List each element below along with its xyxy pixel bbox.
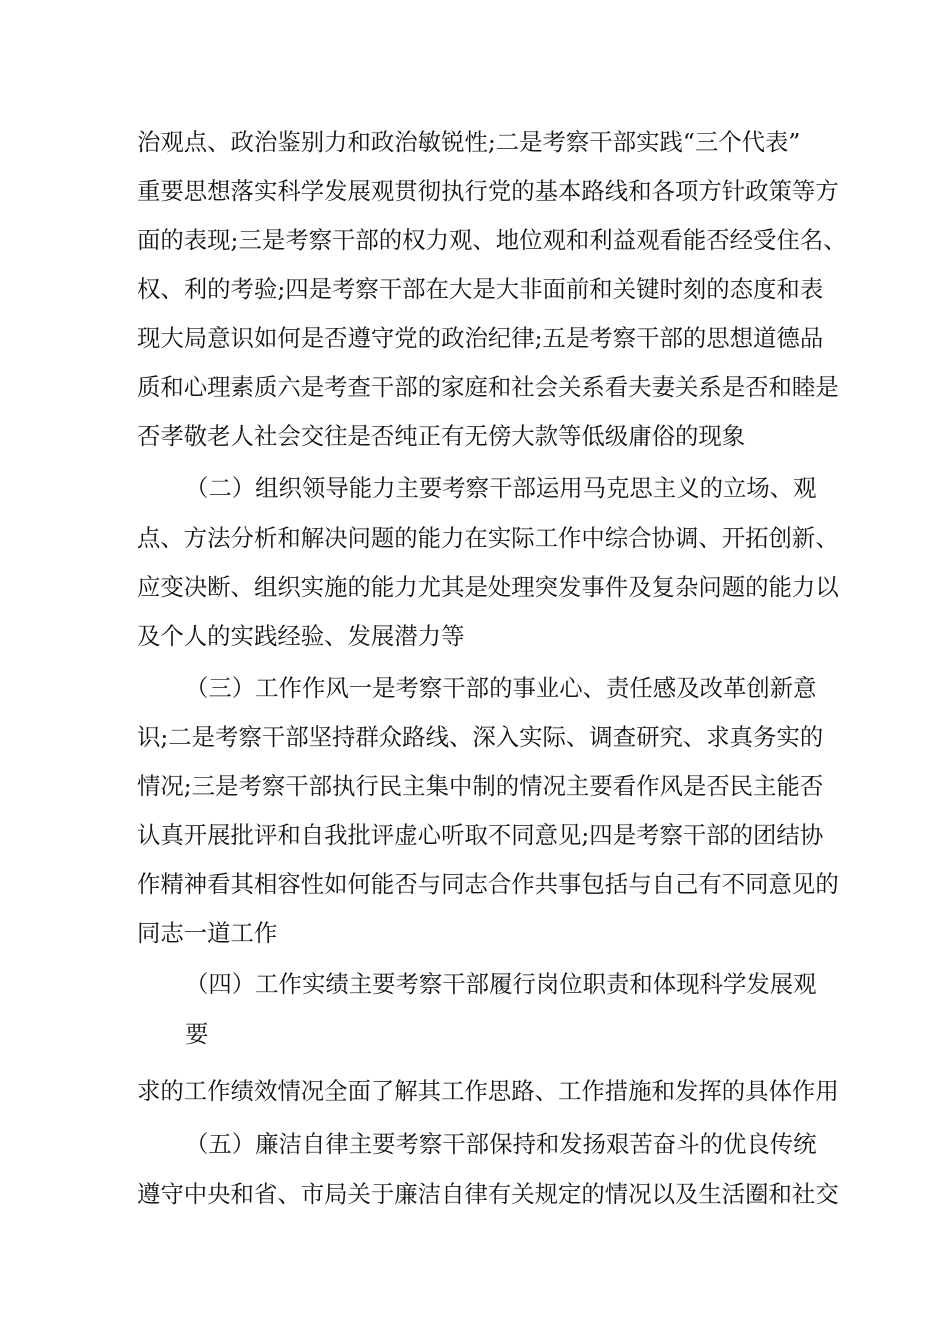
text-line: 求的工作绩效情况全面了解其工作思路、工作措施和发挥的具体作用 (137, 1077, 839, 1105)
text-line: 情况;三是考察干部执行民主集中制的情况主要看作风是否民主能否 (137, 772, 824, 800)
text-line: 否孝敬老人社会交往是否纯正有无傍大款等低级庸俗的现象 (137, 422, 746, 450)
paragraph-heading-5: （五）廉洁自律主要考察干部保持和发扬艰苦奋斗的优良传统 (185, 1130, 817, 1158)
text-line: 同志一道工作 (137, 919, 278, 947)
text-line: 重要思想落实科学发展观贯彻执行党的基本路线和各项方针政策等方 (137, 177, 839, 205)
text-line: 识;二是考察干部坚持群众路线、深入实际、调查研究、求真务实的 (137, 723, 824, 751)
text-line: 权、利的考验;四是考察干部在大是大非面前和关键时刻的态度和表 (137, 275, 824, 303)
text-line: 点、方法分析和解决问题的能力在实际工作中综合协调、开拓创新、 (137, 524, 839, 552)
text-line: 遵守中央和省、市局关于廉洁自律有关规定的情况以及生活圈和社交 (137, 1180, 839, 1208)
text-line: 作精神看其相容性如何能否与同志合作共事包括与自己有不同意见的 (137, 870, 839, 898)
text-line: 现大局意识如何是否遵守党的政治纪律;五是考察干部的思想道德品 (137, 324, 824, 352)
text-line: 应变决断、组织实施的能力尤其是处理突发事件及复杂问题的能力以 (137, 573, 839, 601)
paragraph-heading-4: （四）工作实绩主要考察干部履行岗位职责和体现科学发展观 (185, 970, 817, 998)
paragraph-heading-2: （二）组织领导能力主要考察干部运用马克思主义的立场、观 (185, 474, 817, 502)
text-line: 治观点、政治鉴别力和政治敏锐性;二是考察干部实践“三个代表” (137, 128, 801, 156)
text-line: 及个人的实践经验、发展潜力等 (137, 622, 465, 650)
text-line: 质和心理素质六是考查干部的家庭和社会关系看夫妻关系是否和睦是 (137, 373, 839, 401)
text-line: 要 (185, 1020, 209, 1048)
text-line: 面的表现;三是考察干部的权力观、地位观和利益观看能否经受住名、 (137, 226, 847, 254)
text-line: 认真开展批评和自我批评虚心听取不同意见;四是考察干部的团结协 (137, 821, 824, 849)
paragraph-heading-3: （三）工作作风一是考察干部的事业心、责任感及改革创新意 (185, 674, 817, 702)
